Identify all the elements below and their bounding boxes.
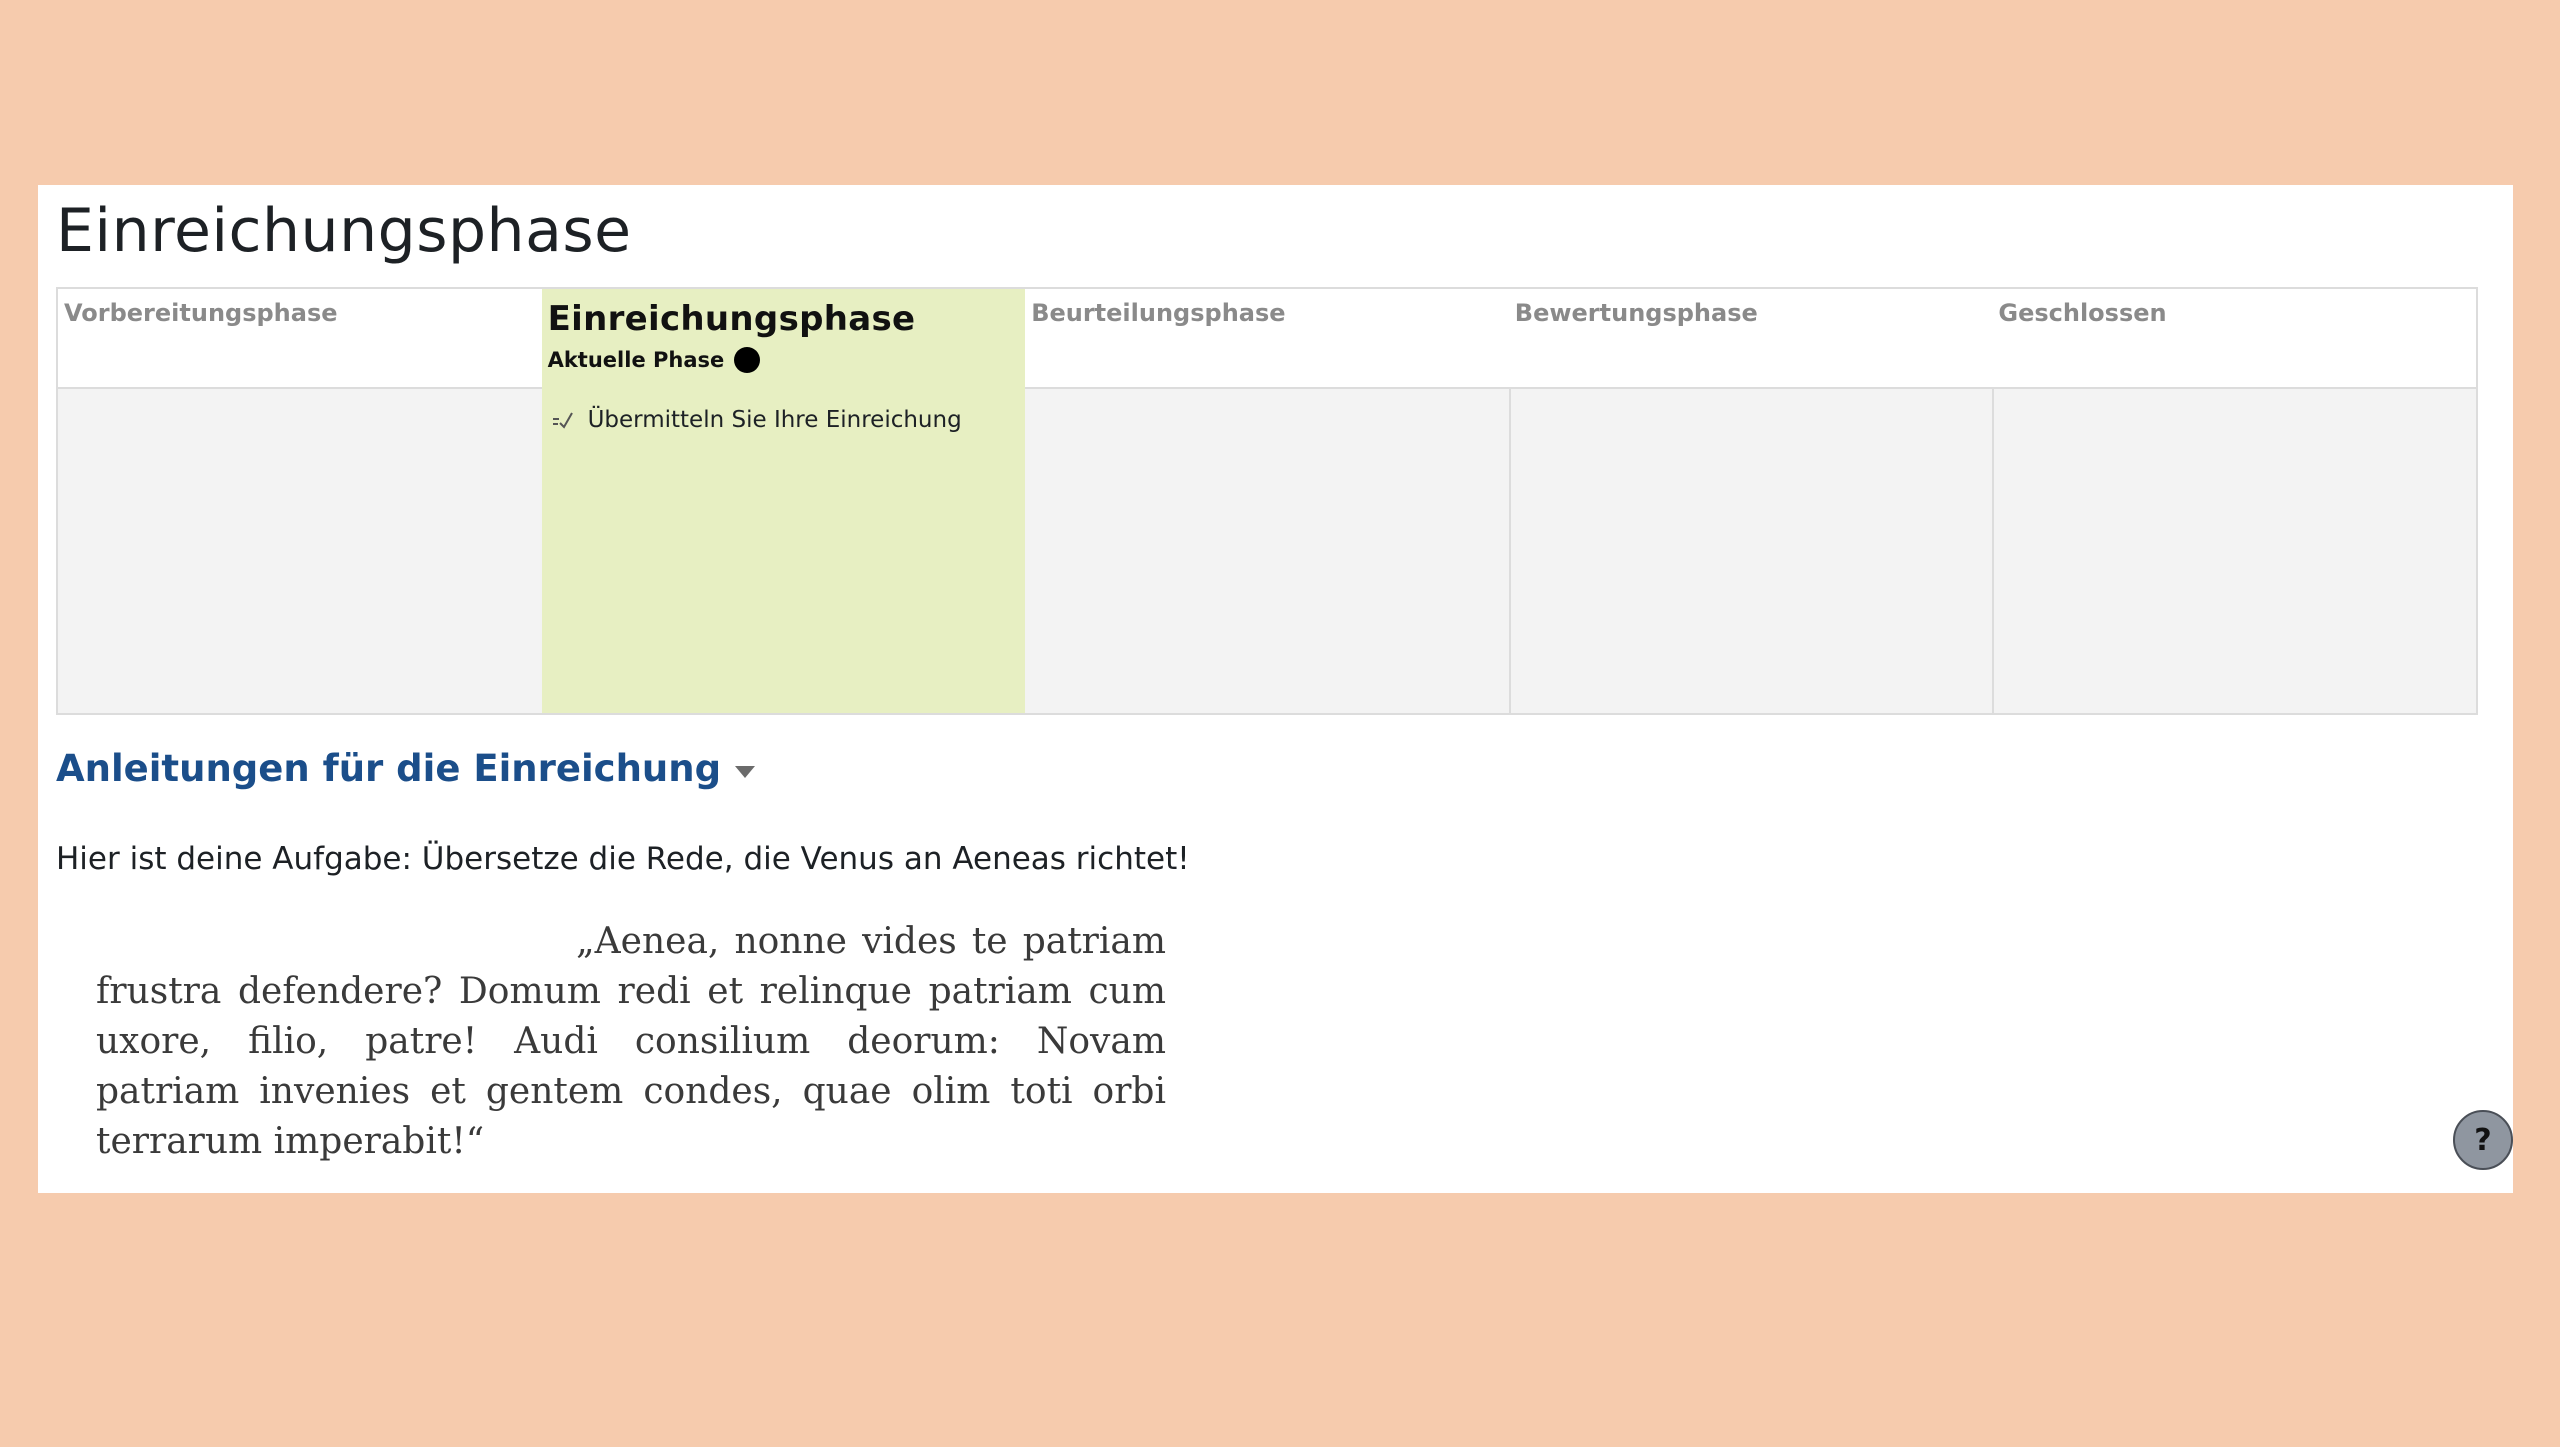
phase-column-bewertung bbox=[1509, 289, 1993, 713]
assignment-text: Hier ist deine Aufgabe: Übersetze die Rede, die Venus an Aeneas richtet! bbox=[56, 841, 1190, 877]
phase-header bbox=[1992, 289, 2476, 389]
phase-column-geschlossen bbox=[1992, 289, 2476, 713]
phase-header bbox=[1025, 289, 1509, 389]
instructions-toggle[interactable] bbox=[56, 747, 755, 790]
phase-name: Vorbereitungsphase bbox=[64, 299, 338, 327]
instructions-heading[interactable]: Anleitungen für die Einreichung bbox=[56, 747, 722, 790]
phase-body bbox=[1025, 389, 1509, 713]
current-phase-dot-icon bbox=[734, 347, 760, 373]
phase-body bbox=[58, 389, 542, 713]
task-label[interactable]: Übermitteln Sie Ihre Einreichung bbox=[587, 407, 962, 433]
latin-quote-image-text: „Aenea, nonne vides te patriam frustra defendere? Domum redi et relinque patriam cum uxore, filio, patre! Audi consilium deorum: Novam patriam invenies et gentem condes, quae olim toti orbi terrarum imperabit!“ bbox=[96, 921, 1166, 1162]
phase-name: Einreichungsphase bbox=[547, 299, 916, 339]
checklist-icon bbox=[550, 407, 576, 433]
phase-name: Geschlossen bbox=[1998, 299, 2167, 327]
phase-column-einreichung bbox=[542, 289, 1026, 713]
phase-header bbox=[1509, 289, 1993, 389]
workshop-card bbox=[38, 185, 2513, 1193]
task-item-submit[interactable] bbox=[550, 407, 1014, 433]
phase-table bbox=[56, 287, 2478, 715]
caret-down-icon[interactable] bbox=[735, 766, 755, 778]
current-phase-indicator bbox=[548, 347, 1020, 373]
help-button[interactable]: ? bbox=[2453, 1110, 2513, 1170]
phase-column-vorbereitung bbox=[58, 289, 542, 713]
page-title: Einreichungsphase bbox=[56, 196, 632, 266]
phase-header bbox=[58, 289, 542, 389]
phase-column-beurteilung bbox=[1025, 289, 1509, 713]
phase-name: Bewertungsphase bbox=[1514, 299, 1758, 327]
phase-body bbox=[1509, 389, 1993, 713]
phase-name: Beurteilungsphase bbox=[1031, 299, 1286, 327]
phase-body bbox=[1992, 389, 2476, 713]
phase-body bbox=[542, 389, 1026, 713]
current-phase-label: Aktuelle Phase bbox=[547, 348, 725, 372]
phase-header bbox=[542, 289, 1026, 389]
